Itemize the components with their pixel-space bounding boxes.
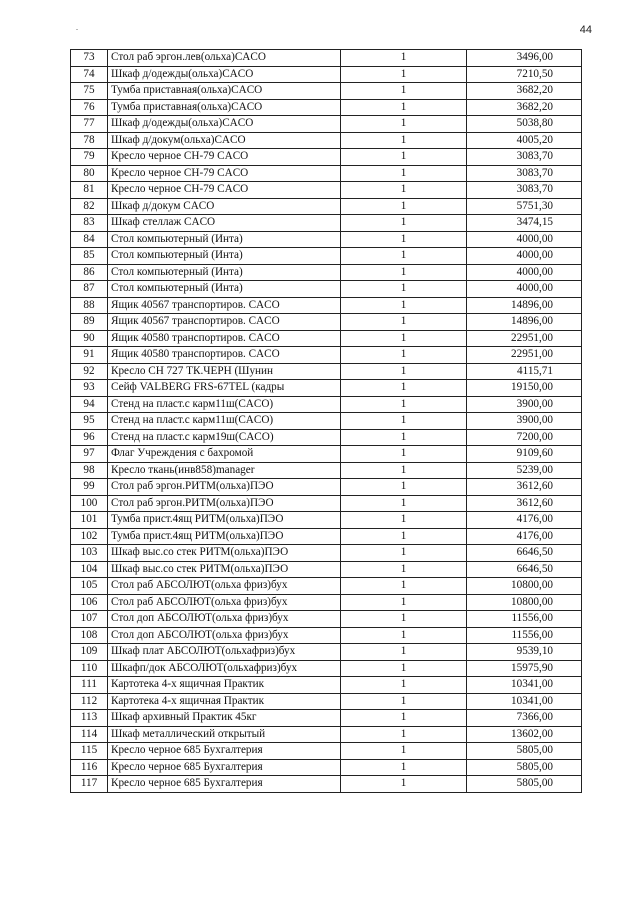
table-row bbox=[71, 198, 582, 215]
item-price: 4000,00 bbox=[467, 248, 582, 265]
row-number: 85 bbox=[71, 248, 108, 265]
item-price: 4176,00 bbox=[467, 512, 582, 529]
row-number: 82 bbox=[71, 198, 108, 215]
table-row bbox=[71, 545, 582, 562]
item-quantity: 1 bbox=[341, 479, 467, 496]
item-price: 6646,50 bbox=[467, 561, 582, 578]
item-quantity: 1 bbox=[341, 627, 467, 644]
item-name: Кресло черное СН-79 CACO bbox=[108, 165, 341, 182]
row-number: 101 bbox=[71, 512, 108, 529]
item-name: Флаг Учреждения с бахромой bbox=[108, 446, 341, 463]
row-number: 114 bbox=[71, 726, 108, 743]
item-name: Шкаф д/одежды(ольха)CACO bbox=[108, 116, 341, 133]
item-name: Кресло черное 685 Бухгалтерия bbox=[108, 759, 341, 776]
table-row bbox=[71, 578, 582, 595]
table-row bbox=[71, 281, 582, 298]
row-number: 77 bbox=[71, 116, 108, 133]
table-row bbox=[71, 132, 582, 149]
row-number: 84 bbox=[71, 231, 108, 248]
item-quantity: 1 bbox=[341, 66, 467, 83]
table-row bbox=[71, 165, 582, 182]
item-price: 4000,00 bbox=[467, 264, 582, 281]
item-price: 4005,20 bbox=[467, 132, 582, 149]
item-price: 10800,00 bbox=[467, 578, 582, 595]
row-number: 93 bbox=[71, 380, 108, 397]
item-quantity: 1 bbox=[341, 528, 467, 545]
item-name: Стенд на пласт.с карм19ш(CACO) bbox=[108, 429, 341, 446]
item-quantity: 1 bbox=[341, 314, 467, 331]
item-quantity: 1 bbox=[341, 429, 467, 446]
item-price: 9539,10 bbox=[467, 644, 582, 661]
table-row bbox=[71, 248, 582, 265]
item-name: Шкаф архивный Практик 45кг bbox=[108, 710, 341, 727]
table-row bbox=[71, 363, 582, 380]
item-quantity: 1 bbox=[341, 660, 467, 677]
item-quantity: 1 bbox=[341, 776, 467, 793]
table-row bbox=[71, 66, 582, 83]
item-name: Ящик 40580 транспортиров. CACO bbox=[108, 330, 341, 347]
row-number: 79 bbox=[71, 149, 108, 166]
table-row bbox=[71, 611, 582, 628]
table-row bbox=[71, 528, 582, 545]
item-name: Стенд на пласт.с карм11ш(CACO) bbox=[108, 396, 341, 413]
item-quantity: 1 bbox=[341, 677, 467, 694]
item-name: Стол раб АБСОЛЮТ(ольха фриз)бух bbox=[108, 578, 341, 595]
table-row bbox=[71, 396, 582, 413]
row-number: 117 bbox=[71, 776, 108, 793]
item-quantity: 1 bbox=[341, 512, 467, 529]
table-row bbox=[71, 693, 582, 710]
item-price: 3496,00 bbox=[467, 50, 582, 67]
row-number: 104 bbox=[71, 561, 108, 578]
scan-speck: . bbox=[76, 23, 78, 32]
item-quantity: 1 bbox=[341, 380, 467, 397]
item-price: 10341,00 bbox=[467, 693, 582, 710]
table-row bbox=[71, 446, 582, 463]
item-price: 22951,00 bbox=[467, 347, 582, 364]
row-number: 75 bbox=[71, 83, 108, 100]
table-row bbox=[71, 215, 582, 232]
item-price: 4000,00 bbox=[467, 231, 582, 248]
item-quantity: 1 bbox=[341, 281, 467, 298]
row-number: 106 bbox=[71, 594, 108, 611]
row-number: 108 bbox=[71, 627, 108, 644]
item-name: Шкаф выс.со стек РИТМ(ольха)ПЭО bbox=[108, 561, 341, 578]
item-quantity: 1 bbox=[341, 561, 467, 578]
row-number: 96 bbox=[71, 429, 108, 446]
item-price: 5239,00 bbox=[467, 462, 582, 479]
row-number: 87 bbox=[71, 281, 108, 298]
table-row bbox=[71, 413, 582, 430]
item-quantity: 1 bbox=[341, 330, 467, 347]
row-number: 111 bbox=[71, 677, 108, 694]
table-row bbox=[71, 594, 582, 611]
item-name: Ящик 40567 транспортиров. CACO bbox=[108, 297, 341, 314]
row-number: 86 bbox=[71, 264, 108, 281]
item-price: 7200,00 bbox=[467, 429, 582, 446]
item-quantity: 1 bbox=[341, 611, 467, 628]
item-price: 5038,80 bbox=[467, 116, 582, 133]
item-price: 9109,60 bbox=[467, 446, 582, 463]
table-row bbox=[71, 231, 582, 248]
item-name: Шкаф д/докум CACO bbox=[108, 198, 341, 215]
item-price: 3474,15 bbox=[467, 215, 582, 232]
row-number: 73 bbox=[71, 50, 108, 67]
row-number: 97 bbox=[71, 446, 108, 463]
row-number: 76 bbox=[71, 99, 108, 116]
item-name: Тумба приставная(ольха)CACO bbox=[108, 99, 341, 116]
item-name: Ящик 40567 транспортиров. CACO bbox=[108, 314, 341, 331]
table-row bbox=[71, 50, 582, 67]
item-price: 5805,00 bbox=[467, 776, 582, 793]
table-row bbox=[71, 743, 582, 760]
item-quantity: 1 bbox=[341, 165, 467, 182]
item-name: Тумба приставная(ольха)CACO bbox=[108, 83, 341, 100]
item-name: Шкаф металлический открытый bbox=[108, 726, 341, 743]
item-quantity: 1 bbox=[341, 50, 467, 67]
item-name: Кресло черное 685 Бухгалтерия bbox=[108, 776, 341, 793]
row-number: 109 bbox=[71, 644, 108, 661]
item-quantity: 1 bbox=[341, 231, 467, 248]
item-quantity: 1 bbox=[341, 182, 467, 199]
row-number: 102 bbox=[71, 528, 108, 545]
item-quantity: 1 bbox=[341, 446, 467, 463]
row-number: 92 bbox=[71, 363, 108, 380]
item-quantity: 1 bbox=[341, 297, 467, 314]
item-quantity: 1 bbox=[341, 99, 467, 116]
row-number: 105 bbox=[71, 578, 108, 595]
item-price: 13602,00 bbox=[467, 726, 582, 743]
item-name: Шкаф д/докум(ольха)CACO bbox=[108, 132, 341, 149]
item-name: Картотека 4-х ящичная Практик bbox=[108, 693, 341, 710]
item-price: 3900,00 bbox=[467, 396, 582, 413]
item-price: 7366,00 bbox=[467, 710, 582, 727]
item-price: 5751,30 bbox=[467, 198, 582, 215]
item-name: Стол раб эргон.РИТМ(ольха)ПЭО bbox=[108, 495, 341, 512]
item-quantity: 1 bbox=[341, 726, 467, 743]
item-name: Картотека 4-х ящичная Практик bbox=[108, 677, 341, 694]
row-number: 95 bbox=[71, 413, 108, 430]
item-name: Стол компьютерный (Инта) bbox=[108, 231, 341, 248]
item-name: Шкаф стеллаж CACO bbox=[108, 215, 341, 232]
item-price: 3612,60 bbox=[467, 495, 582, 512]
table-row bbox=[71, 314, 582, 331]
item-name: Стол компьютерный (Инта) bbox=[108, 281, 341, 298]
item-quantity: 1 bbox=[341, 363, 467, 380]
table-row bbox=[71, 677, 582, 694]
item-price: 11556,00 bbox=[467, 627, 582, 644]
item-price: 3900,00 bbox=[467, 413, 582, 430]
row-number: 100 bbox=[71, 495, 108, 512]
item-quantity: 1 bbox=[341, 413, 467, 430]
item-quantity: 1 bbox=[341, 693, 467, 710]
row-number: 91 bbox=[71, 347, 108, 364]
inventory-table bbox=[70, 49, 582, 793]
item-name: Кресло черное СН-79 CACO bbox=[108, 149, 341, 166]
table-row bbox=[71, 264, 582, 281]
item-quantity: 1 bbox=[341, 248, 467, 265]
item-quantity: 1 bbox=[341, 545, 467, 562]
item-price: 14896,00 bbox=[467, 297, 582, 314]
item-price: 3612,60 bbox=[467, 479, 582, 496]
item-price: 4176,00 bbox=[467, 528, 582, 545]
row-number: 83 bbox=[71, 215, 108, 232]
item-quantity: 1 bbox=[341, 594, 467, 611]
table-row bbox=[71, 660, 582, 677]
item-name: Кресло черное 685 Бухгалтерия bbox=[108, 743, 341, 760]
item-quantity: 1 bbox=[341, 347, 467, 364]
item-price: 11556,00 bbox=[467, 611, 582, 628]
table-row bbox=[71, 99, 582, 116]
item-price: 6646,50 bbox=[467, 545, 582, 562]
table-row bbox=[71, 561, 582, 578]
item-price: 3083,70 bbox=[467, 165, 582, 182]
table-row bbox=[71, 462, 582, 479]
page-number: 44 bbox=[579, 24, 592, 36]
item-name: Стол доп АБСОЛЮТ(ольха фриз)бух bbox=[108, 627, 341, 644]
table-row bbox=[71, 116, 582, 133]
item-price: 4000,00 bbox=[467, 281, 582, 298]
row-number: 116 bbox=[71, 759, 108, 776]
table-row bbox=[71, 726, 582, 743]
item-price: 10341,00 bbox=[467, 677, 582, 694]
item-name: Кресло СН 727 ТК.ЧЕРН (Шунин bbox=[108, 363, 341, 380]
item-quantity: 1 bbox=[341, 264, 467, 281]
table-row bbox=[71, 182, 582, 199]
row-number: 88 bbox=[71, 297, 108, 314]
item-quantity: 1 bbox=[341, 149, 467, 166]
item-price: 15975,90 bbox=[467, 660, 582, 677]
item-quantity: 1 bbox=[341, 215, 467, 232]
item-name: Стол раб эргон.лев(ольха)CACO bbox=[108, 50, 341, 67]
item-name: Стол раб АБСОЛЮТ(ольха фриз)бух bbox=[108, 594, 341, 611]
table-row bbox=[71, 495, 582, 512]
item-price: 5805,00 bbox=[467, 759, 582, 776]
inventory-rows bbox=[71, 50, 582, 793]
item-price: 3083,70 bbox=[467, 149, 582, 166]
table-row bbox=[71, 380, 582, 397]
row-number: 78 bbox=[71, 132, 108, 149]
item-quantity: 1 bbox=[341, 759, 467, 776]
item-name: Стол доп АБСОЛЮТ(ольха фриз)бух bbox=[108, 611, 341, 628]
row-number: 113 bbox=[71, 710, 108, 727]
row-number: 99 bbox=[71, 479, 108, 496]
table-row bbox=[71, 297, 582, 314]
table-row bbox=[71, 429, 582, 446]
item-quantity: 1 bbox=[341, 83, 467, 100]
item-price: 19150,00 bbox=[467, 380, 582, 397]
item-quantity: 1 bbox=[341, 644, 467, 661]
item-price: 3083,70 bbox=[467, 182, 582, 199]
item-name: Тумба прист.4ящ РИТМ(ольха)ПЭО bbox=[108, 528, 341, 545]
table-row bbox=[71, 627, 582, 644]
item-name: Кресло ткань(инв858)manager bbox=[108, 462, 341, 479]
item-price: 4115,71 bbox=[467, 363, 582, 380]
item-price: 3682,20 bbox=[467, 99, 582, 116]
item-name: Шкафп/док АБСОЛЮТ(ольхафриз)бух bbox=[108, 660, 341, 677]
item-name: Кресло черное СН-79 CACO bbox=[108, 182, 341, 199]
item-name: Стол компьютерный (Инта) bbox=[108, 264, 341, 281]
row-number: 110 bbox=[71, 660, 108, 677]
table-row bbox=[71, 149, 582, 166]
item-name: Сейф VALBERG FRS-67TEL (кадры bbox=[108, 380, 341, 397]
item-name: Стол компьютерный (Инта) bbox=[108, 248, 341, 265]
row-number: 112 bbox=[71, 693, 108, 710]
table-row bbox=[71, 512, 582, 529]
table-row bbox=[71, 644, 582, 661]
table-row bbox=[71, 710, 582, 727]
item-name: Стол раб эргон.РИТМ(ольха)ПЭО bbox=[108, 479, 341, 496]
item-name: Ящик 40580 транспортиров. CACO bbox=[108, 347, 341, 364]
row-number: 80 bbox=[71, 165, 108, 182]
item-quantity: 1 bbox=[341, 578, 467, 595]
item-price: 3682,20 bbox=[467, 83, 582, 100]
row-number: 115 bbox=[71, 743, 108, 760]
item-quantity: 1 bbox=[341, 462, 467, 479]
table-row bbox=[71, 759, 582, 776]
item-name: Шкаф д/одежды(ольха)CACO bbox=[108, 66, 341, 83]
item-quantity: 1 bbox=[341, 198, 467, 215]
item-quantity: 1 bbox=[341, 710, 467, 727]
item-price: 5805,00 bbox=[467, 743, 582, 760]
item-name: Тумба прист.4ящ РИТМ(ольха)ПЭО bbox=[108, 512, 341, 529]
item-quantity: 1 bbox=[341, 116, 467, 133]
row-number: 90 bbox=[71, 330, 108, 347]
item-price: 7210,50 bbox=[467, 66, 582, 83]
item-quantity: 1 bbox=[341, 132, 467, 149]
table-row bbox=[71, 347, 582, 364]
row-number: 103 bbox=[71, 545, 108, 562]
row-number: 107 bbox=[71, 611, 108, 628]
item-price: 10800,00 bbox=[467, 594, 582, 611]
row-number: 81 bbox=[71, 182, 108, 199]
row-number: 94 bbox=[71, 396, 108, 413]
item-quantity: 1 bbox=[341, 495, 467, 512]
row-number: 89 bbox=[71, 314, 108, 331]
item-name: Стенд на пласт.с карм11ш(CACO) bbox=[108, 413, 341, 430]
item-quantity: 1 bbox=[341, 396, 467, 413]
item-price: 14896,00 bbox=[467, 314, 582, 331]
item-name: Шкаф выс.со стек РИТМ(ольха)ПЭО bbox=[108, 545, 341, 562]
table-row bbox=[71, 479, 582, 496]
item-quantity: 1 bbox=[341, 743, 467, 760]
row-number: 74 bbox=[71, 66, 108, 83]
table-row bbox=[71, 83, 582, 100]
table-row bbox=[71, 330, 582, 347]
item-name: Шкаф плат АБСОЛЮТ(ольхафриз)бух bbox=[108, 644, 341, 661]
row-number: 98 bbox=[71, 462, 108, 479]
table-row bbox=[71, 776, 582, 793]
item-price: 22951,00 bbox=[467, 330, 582, 347]
